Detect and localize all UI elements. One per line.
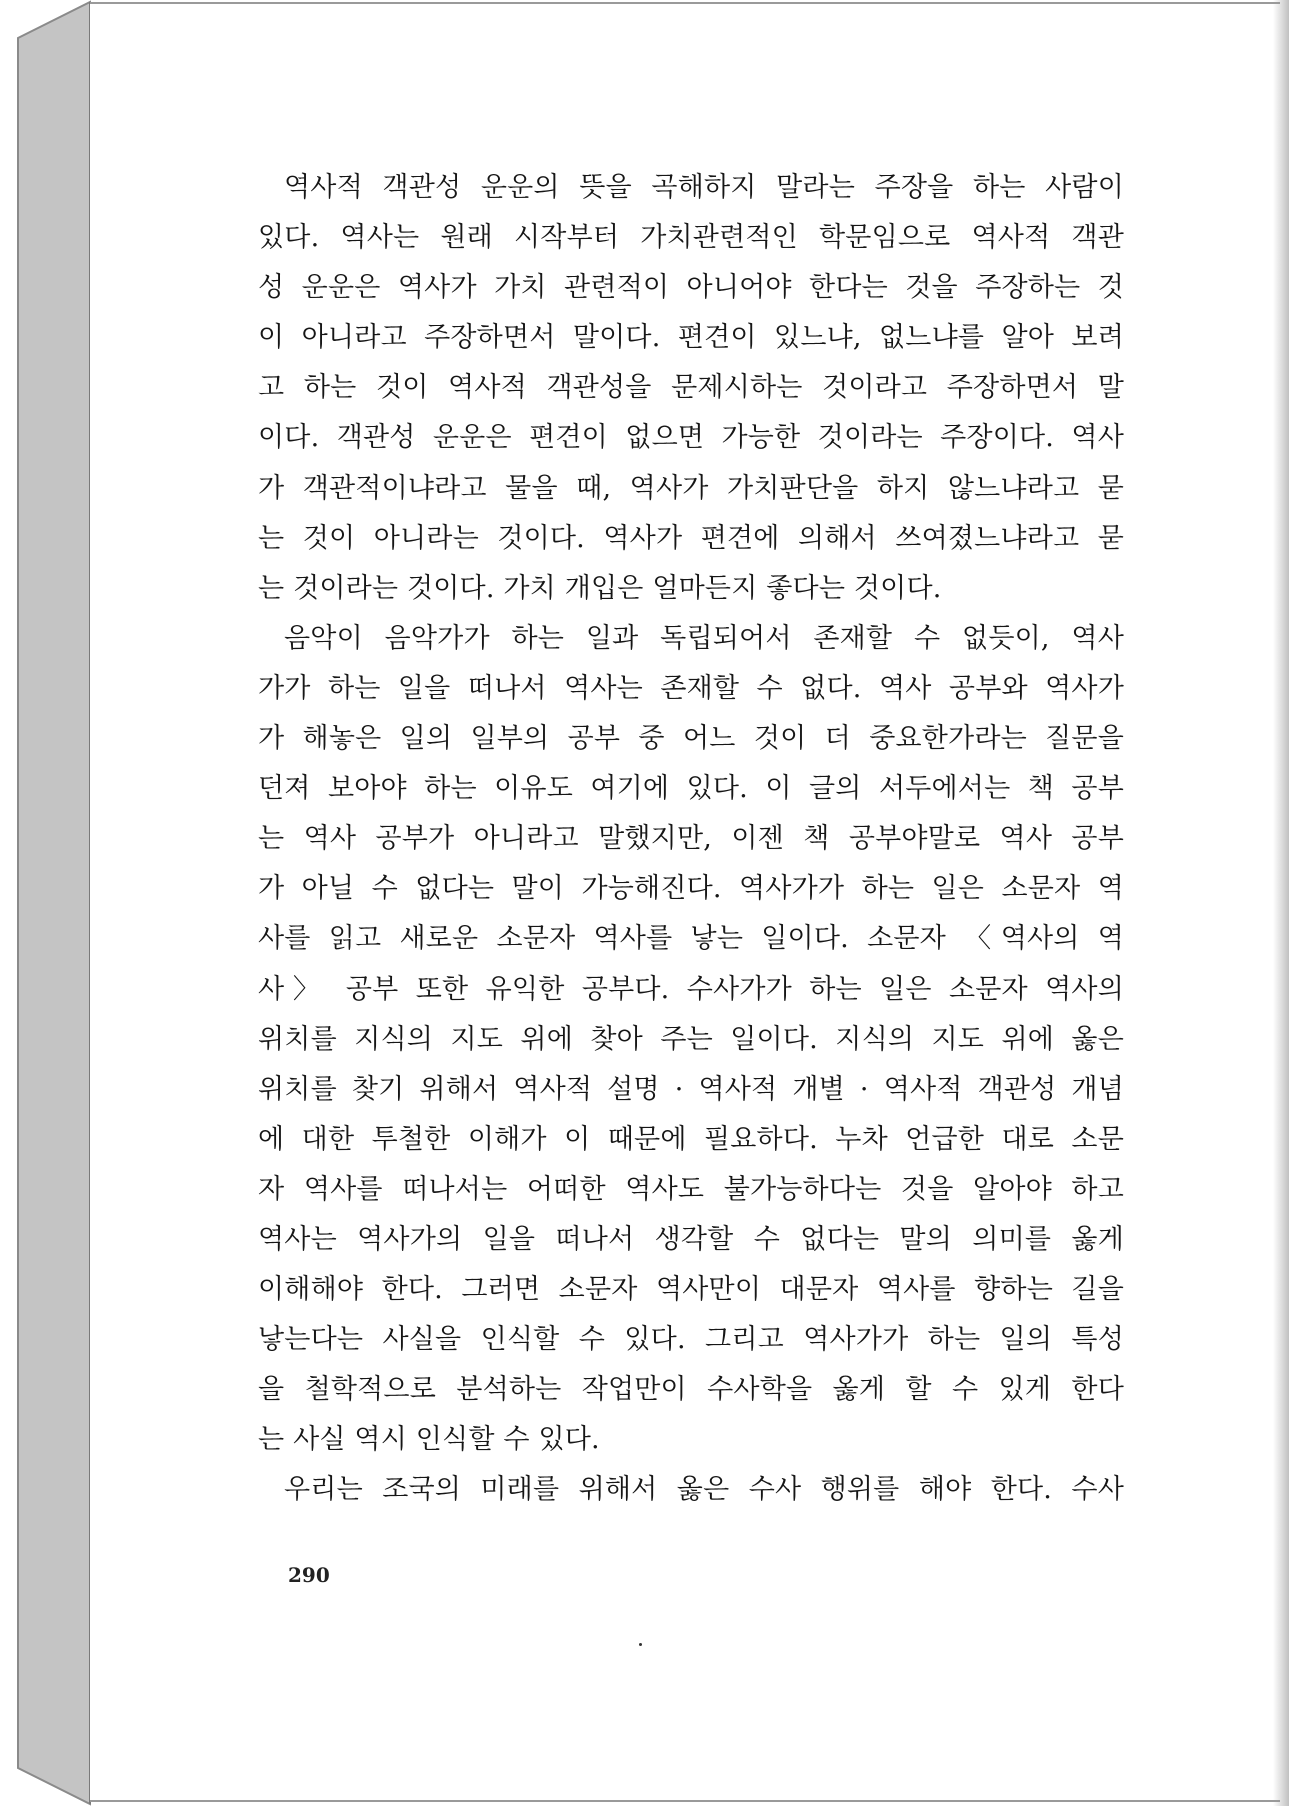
text-line: 낳는다는 사실을 인식할 수 있다. 그리고 역사가가 하는 일의 특성 — [258, 1324, 1124, 1356]
print-speck — [639, 1643, 642, 1646]
book-spine — [0, 0, 100, 1806]
text-line: 자 역사를 떠나서는 어떠한 역사도 불가능하다는 것을 알아야 하고 — [258, 1173, 1124, 1205]
text-line: 사〉 공부 또한 유익한 공부다. 수사가가 하는 일은 소문자 역사의 — [258, 973, 1124, 1005]
text-line: 이 아니라고 주장하면서 말이다. 편견이 있느냐, 없느냐를 알아 보려 — [258, 322, 1124, 354]
page-edge-shadow — [1273, 0, 1289, 1806]
text-line: 이해해야 한다. 그러면 소문자 역사만이 대문자 역사를 향하는 길을 — [258, 1274, 1124, 1306]
text-line: 던져 보아야 하는 이유도 여기에 있다. 이 글의 서두에서는 책 공부 — [258, 773, 1124, 805]
text-line: 역사는 역사가의 일을 떠나서 생각할 수 없다는 말의 의미를 옳게 — [258, 1223, 1124, 1255]
text-line: 있다. 역사는 원래 시작부터 가치관련적인 학문임으로 역사적 객관 — [258, 222, 1124, 254]
text-line: 고 하는 것이 역사적 객관성을 문제시하는 것이라고 주장하면서 말 — [258, 372, 1124, 404]
text-line: 이다. 객관성 운운은 편견이 없으면 가능한 것이라는 주장이다. 역사 — [258, 422, 1124, 454]
text-line: 에 대한 투철한 이해가 이 때문에 필요하다. 누차 언급한 대로 소문 — [258, 1123, 1124, 1155]
text-line: 성 운운은 역사가 가치 관련적이 아니어야 한다는 것을 주장하는 것 — [258, 272, 1124, 304]
page-number: 290 — [288, 1563, 330, 1587]
text-line: 는 역사 공부가 아니라고 말했지만, 이젠 책 공부야말로 역사 공부 — [258, 823, 1124, 855]
text-line: 음악이 음악가가 하는 일과 독립되어서 존재할 수 없듯이, 역사 — [284, 622, 1124, 654]
body-text — [258, 163, 1124, 1516]
text-line: 는 사실 역시 인식할 수 있다. — [258, 1424, 600, 1456]
text-line: 우리는 조국의 미래를 위해서 옳은 수사 행위를 해야 한다. 수사 — [284, 1474, 1124, 1506]
text-line: 사를 읽고 새로운 소문자 역사를 낳는 일이다. 소문자 〈역사의 역 — [258, 923, 1124, 955]
text-line: 위치를 찾기 위해서 역사적 설명 · 역사적 개별 · 역사적 객관성 개념 — [258, 1073, 1124, 1105]
text-line: 역사적 객관성 운운의 뜻을 곡해하지 말라는 주장을 하는 사람이 — [284, 172, 1124, 203]
text-line: 는 것이라는 것이다. 가치 개입은 얼마든지 좋다는 것이다. — [258, 572, 942, 604]
text-line: 을 철학적으로 분석하는 작업만이 수사학을 옳게 할 수 있게 한다 — [258, 1374, 1124, 1406]
text-line: 가가 하는 일을 떠나서 역사는 존재할 수 없다. 역사 공부와 역사가 — [258, 672, 1124, 704]
text-line: 는 것이 아니라는 것이다. 역사가 편견에 의해서 쓰여졌느냐라고 묻 — [258, 522, 1124, 554]
text-line: 위치를 지식의 지도 위에 찾아 주는 일이다. 지식의 지도 위에 옳은 — [258, 1023, 1124, 1055]
text-line: 가 해놓은 일의 일부의 공부 중 어느 것이 더 중요한가라는 질문을 — [258, 723, 1124, 755]
text-line: 가 아닐 수 없다는 말이 가능해진다. 역사가가 하는 일은 소문자 역 — [258, 873, 1124, 905]
text-line: 가 객관적이냐라고 물을 때, 역사가 가치판단을 하지 않느냐라고 묻 — [258, 472, 1124, 504]
